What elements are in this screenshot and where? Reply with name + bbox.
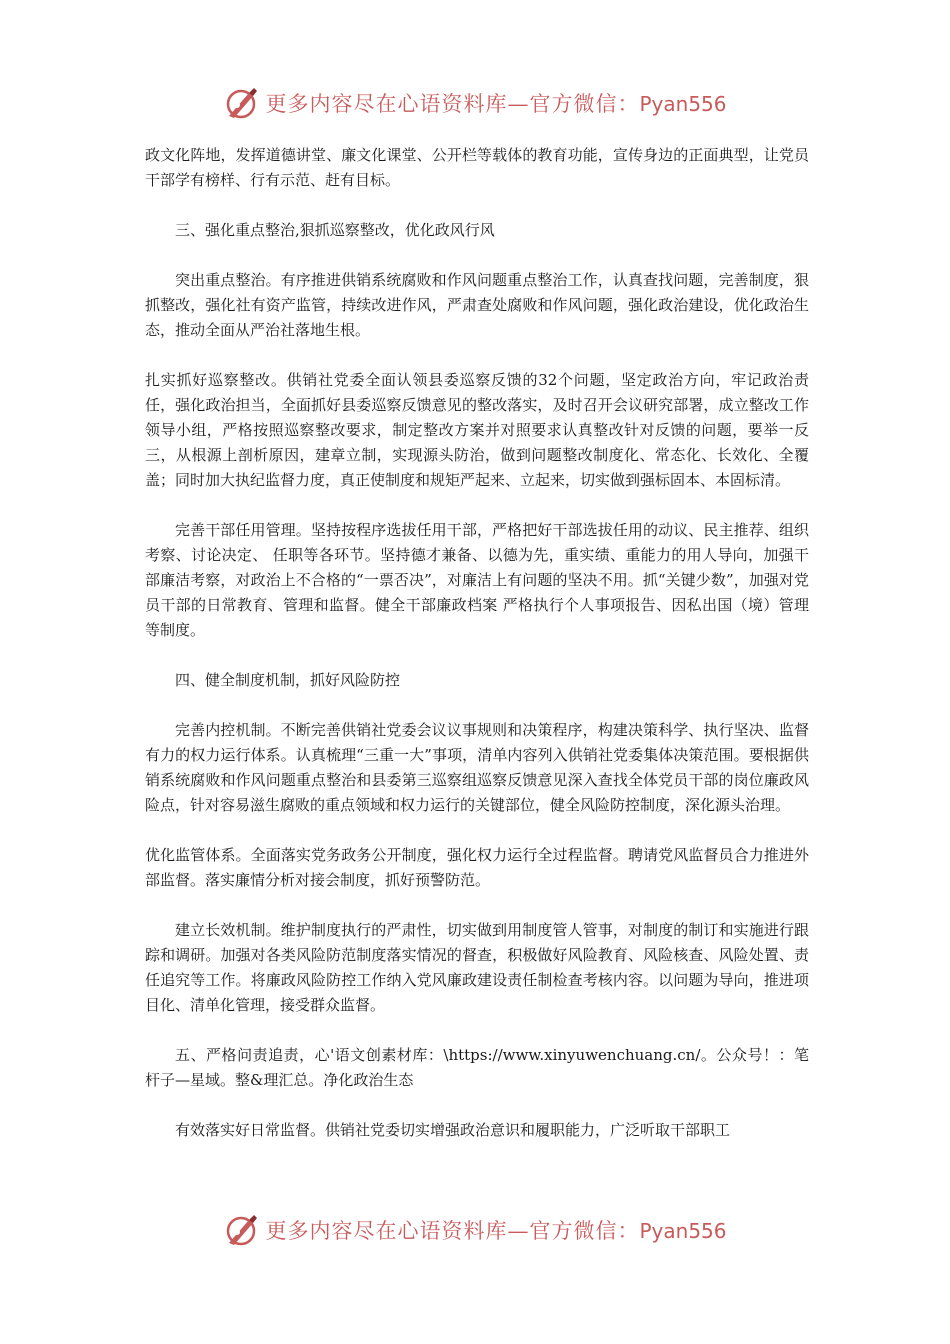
banner-wechat-id: Pyan556 [639,92,727,116]
banner-text [265,1215,726,1245]
paragraph: 优化监管体系。全面落实党务政务公开制度，强化权力运行全过程监督。聘请党风监督员合力推进外部监督。落实廉情分析对接会制度，抓好预警防范。 [145,846,809,889]
footer-banner [0,1210,950,1250]
paragraph: 有效落实好日常监督。供销社党委切实增强政治意识和履职能力，广泛听取干部职工 [175,1121,731,1139]
header-banner [0,83,950,123]
banner-cn: 更多内容尽在心语资料库—官方微信： [265,1219,640,1243]
section-heading: 三、强化重点整治,狠抓巡察整改，优化政风行风 [175,221,495,239]
paragraph: 完善内控机制。不断完善供销社党委会议议事规则和决策程序，构建决策科学、执行坚决、监督有力的权力运行体系。认真梳理“三重一大”事项，清单内容列入供销社党委集体决策范围。要根据供销系统腐败和作风问题重点整治和县委第三巡察组巡察反馈意见深入查找全体党员干部的岗位廉政风险点，针对容易滋生腐败的重点领域和权力运行的关键部位，健全风险防控制度，深化源头治理。 [145,721,809,814]
pen-circle-logo-icon [223,85,259,121]
paragraph: 突出重点整治。有序推进供销系统腐败和作风问题重点整治工作，认真查找问题，完善制度，狠抓整改，强化社有资产监管，持续改进作风，严肃查处腐败和作风问题，强化政治建设，优化政治生态，推动全面从严治社落地生根。 [145,271,809,339]
section-heading: 五、严格问责追责，心'语文创素材库：\https://www.xinyuwenchuang.cn/。公众号！：笔杆子—星域。整&理汇总。净化政治生态 [145,1046,809,1089]
paragraph: 政文化阵地，发挥道德讲堂、廉文化课堂、公开栏等载体的教育功能，宣传身边的正面典型，让党员干部学有榜样、行有示范、赶有目标。 [145,146,809,189]
banner-text [265,88,726,118]
banner-wechat-id: Pyan556 [639,1219,727,1243]
pen-circle-logo-icon [223,1212,259,1248]
section-heading: 四、健全制度机制，抓好风险防控 [175,671,401,689]
banner-cn: 更多内容尽在心语资料库—官方微信： [265,92,640,116]
paragraph: 扎实抓好巡察整改。供销社党委全面认领县委巡察反馈的32个问题，坚定政治方向，牢记政治责任，强化政治担当，全面抓好县委巡察反馈意见的整改落实，及时召开会议研究部署，成立整改工作领导小组，严格按照巡察整改要求，制定整改方案并对照要求认真整改针对反馈的问题，要举一反三，从根源上剖析原因，建章立制，实现源头防治，做到问题整改制度化、常态化、长效化、全覆盖；同时加大执纪监督力度，真正使制度和规矩严起来、立起来，切实做到强标固本、本固标清。 [145,371,809,489]
paragraph: 完善干部任用管理。坚持按程序选拔任用干部，严格把好干部选拔任用的动议、民主推荐、组织考察、讨论决定、 任职等各环节。坚持德才兼备、以德为先，重实绩、重能力的用人导向，加强干部廉洁考察，对政治上不合格的“一票否决”，对廉洁上有问题的坚决不用。抓“关键少数”，加强对党员干部的日常教育、管理和监督。健全干部廉政档案 严格执行个人事项报告、因私出国（境）管理等制度。 [145,521,809,639]
paragraph: 建立长效机制。维护制度执行的严肃性，切实做到用制度管人管事，对制度的制订和实施进行跟踪和调研。加强对各类风险防范制度落实情况的督查，积极做好风险教育、风险核查、风险处置、责任追究等工作。将廉政风险防控工作纳入党风廉政建设责任制检查考核内容。以问题为导向，推进项目化、清单化管理，接受群众监督。 [145,921,809,1014]
document-body [145,143,809,1168]
